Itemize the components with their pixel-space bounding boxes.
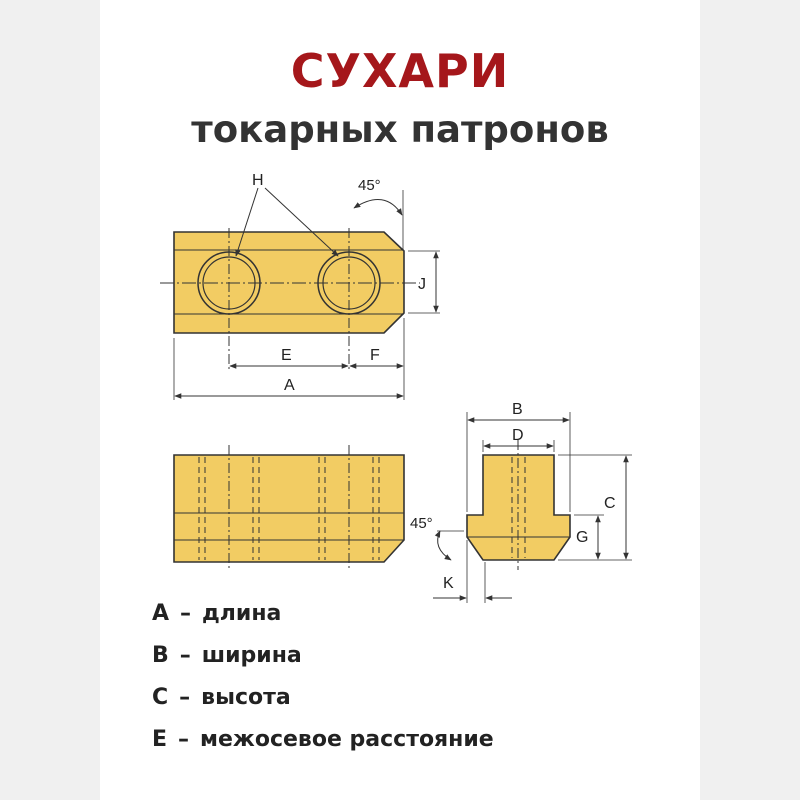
- legend-letter: A: [152, 601, 170, 626]
- side-view-body: [174, 455, 404, 562]
- label-h: H: [252, 172, 264, 189]
- legend-item: [152, 680, 494, 722]
- legend-letter: E: [152, 727, 168, 752]
- legend-item: [152, 596, 494, 638]
- legend-text: длина: [202, 601, 282, 626]
- side-view: [174, 445, 404, 570]
- legend-item: [152, 722, 494, 764]
- label-f: F: [370, 347, 380, 364]
- label-g: G: [576, 529, 589, 546]
- legend-letter: B: [152, 643, 169, 668]
- dimension-legend: [152, 596, 494, 764]
- top-angle-arc: [354, 199, 402, 215]
- end-angle-arc: [438, 531, 451, 560]
- legend-dash: –: [179, 685, 191, 710]
- legend-text: ширина: [201, 643, 302, 668]
- label-c: C: [604, 495, 616, 512]
- label-end-angle: 45°: [410, 515, 433, 532]
- label-a: A: [284, 377, 295, 394]
- poster-subtitle: токарных патронов: [191, 108, 609, 151]
- label-d: D: [512, 427, 524, 444]
- label-e: E: [281, 347, 292, 364]
- legend-text: высота: [201, 685, 291, 710]
- label-b: B: [512, 401, 523, 418]
- legend-letter: C: [152, 685, 169, 710]
- legend-text: межосевое расстояние: [200, 727, 494, 752]
- poster-title: СУХАРИ: [290, 44, 510, 98]
- label-k: K: [443, 575, 454, 592]
- legend-dash: –: [179, 643, 191, 668]
- label-top-angle: 45°: [358, 177, 381, 194]
- end-view: [410, 401, 632, 603]
- legend-dash: –: [178, 727, 190, 752]
- label-j: J: [418, 276, 426, 293]
- legend-dash: –: [180, 601, 192, 626]
- legend-item: [152, 638, 494, 680]
- top-view: [160, 172, 440, 400]
